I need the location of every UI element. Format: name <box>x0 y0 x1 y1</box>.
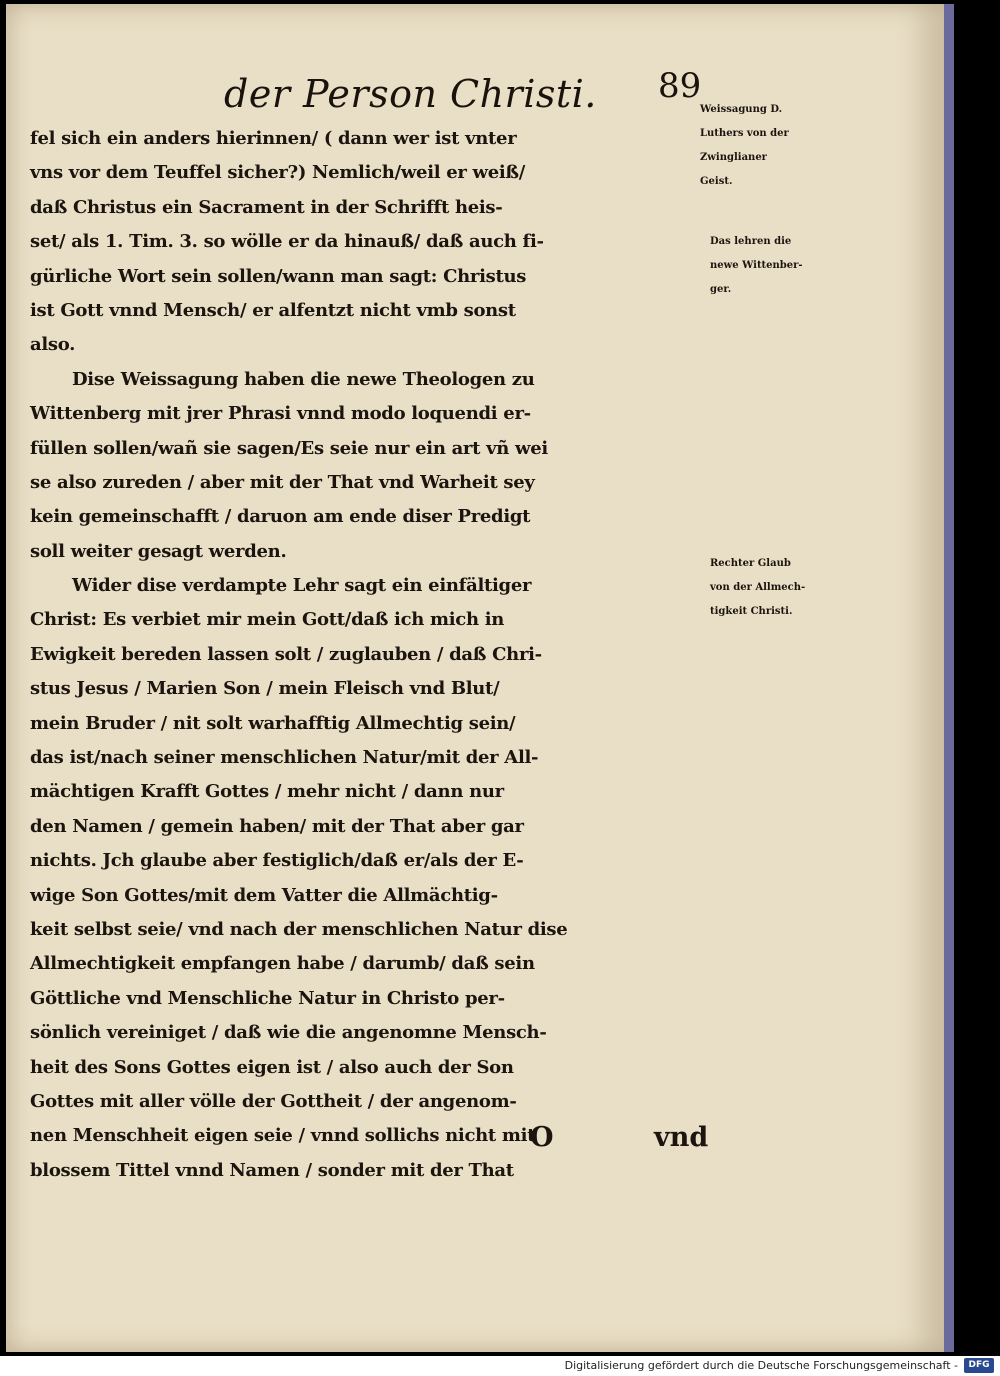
text-line: keit selbst seie/ vnd nach der menschlichen Natur dise <box>30 918 568 940</box>
text-line: nichts. Jch glaube aber festiglich/daß er/als der E- <box>30 850 524 872</box>
text-line: Wittenberg mit jrer Phrasi vnnd modo loquendi er- <box>30 403 531 425</box>
margin-note-line: Weissagung D. <box>700 104 783 115</box>
text-line: das ist/nach seiner menschlichen Natur/mit der All- <box>30 747 539 769</box>
margin-note-line: ger. <box>710 284 732 295</box>
text-line: blossem Tittel vnnd Namen / sonder mit der That <box>30 1159 514 1181</box>
text-line: stus Jesus / Marien Son / mein Fleisch vnd Blut/ <box>30 678 500 700</box>
text-line: daß Christus ein Sacrament in der Schrifft heis- <box>30 196 503 218</box>
scanned-page <box>6 4 954 1352</box>
margin-note-line: von der Allmech- <box>710 582 806 593</box>
text-line: Dise Weissagung haben die newe Theologen zu <box>72 368 535 390</box>
text-line: Allmechtigkeit empfangen habe / darumb/ daß sein <box>30 953 535 975</box>
footer-bar <box>0 1356 1000 1376</box>
dfg-logo[interactable]: DFG <box>964 1358 994 1373</box>
text-line: sönlich vereiniget / daß wie die angenomne Mensch- <box>30 1022 547 1044</box>
text-line: kein gemeinschafft / daruon am ende diser Predigt <box>30 506 531 528</box>
text-line: gürliche Wort sein sollen/wann man sagt: Christus <box>30 265 527 287</box>
text-line: vns vor dem Teuffel sicher?) Nemlich/weil er weiß/ <box>30 162 526 184</box>
text-line: Göttliche vnd Menschliche Natur in Christo per- <box>30 987 505 1009</box>
margin-note-line: Zwinglianer <box>700 152 767 163</box>
text-line: nen Menschheit eigen seie / vnnd sollichs nicht mit <box>30 1125 536 1147</box>
text-line: Christ: Es verbiet mir mein Gott/daß ich mich in <box>30 609 505 631</box>
margin-note-line: newe Wittenber- <box>710 260 803 271</box>
text-line: Wider dise verdampte Lehr sagt ein einfältiger <box>72 575 532 597</box>
body-text <box>30 122 700 1188</box>
text-line: füllen sollen/wañ sie sagen/Es seie nur ein art vñ wei <box>30 437 548 459</box>
margin-note-line: Rechter Glaub <box>710 558 791 569</box>
text-line: also. <box>30 334 76 356</box>
text-line: mächtigen Krafft Gottes / mehr nicht / dann nur <box>30 781 504 803</box>
running-title: der Person Christi. <box>224 72 597 116</box>
text-line: wige Son Gottes/mit dem Vatter die Allmächtig- <box>30 884 498 906</box>
margin-note-line: Geist. <box>700 176 733 187</box>
text-line: den Namen / gemein haben/ mit der That aber gar <box>30 815 524 837</box>
signature-mark: O <box>530 1122 554 1153</box>
text-line: set/ als 1. Tim. 3. so wölle er da hinauß/ daß auch fi- <box>30 231 544 253</box>
text-line: Ewigkeit bereden lassen solt / zuglauben / daß Chri- <box>30 643 542 665</box>
text-line: mein Bruder / nit solt warhafftig Allmechtig sein/ <box>30 712 516 734</box>
text-line: heit des Sons Gottes eigen ist / also auch der Son <box>30 1056 514 1078</box>
text-line: Gottes mit aller völle der Gottheit / der angenom- <box>30 1090 517 1112</box>
page-number: 89 <box>658 66 702 106</box>
margin-note-wittenberger <box>710 230 880 302</box>
text-line: fel sich ein anders hierinnen/ ( dann wer ist vnter <box>30 128 517 149</box>
margin-note-line: Luthers von der <box>700 128 789 139</box>
margin-note-weissagung <box>700 98 870 194</box>
margin-note-rechter-glaub <box>710 552 880 624</box>
catch-line <box>6 1122 944 1162</box>
text-line: se also zureden / aber mit der That vnd Warheit sey <box>30 471 535 493</box>
text-line: soll weiter gesagt werden. <box>30 540 287 562</box>
catchword: vnd <box>654 1122 709 1153</box>
footer-credit: Digitalisierung gefördert durch die Deutsche Forschungsgemeinschaft - <box>564 1359 958 1372</box>
margin-note-line: tigkeit Christi. <box>710 606 793 617</box>
text-line: ist Gott vnnd Mensch/ er alfentzt nicht vmb sonst <box>30 299 516 321</box>
margin-note-line: Das lehren die <box>710 236 792 247</box>
